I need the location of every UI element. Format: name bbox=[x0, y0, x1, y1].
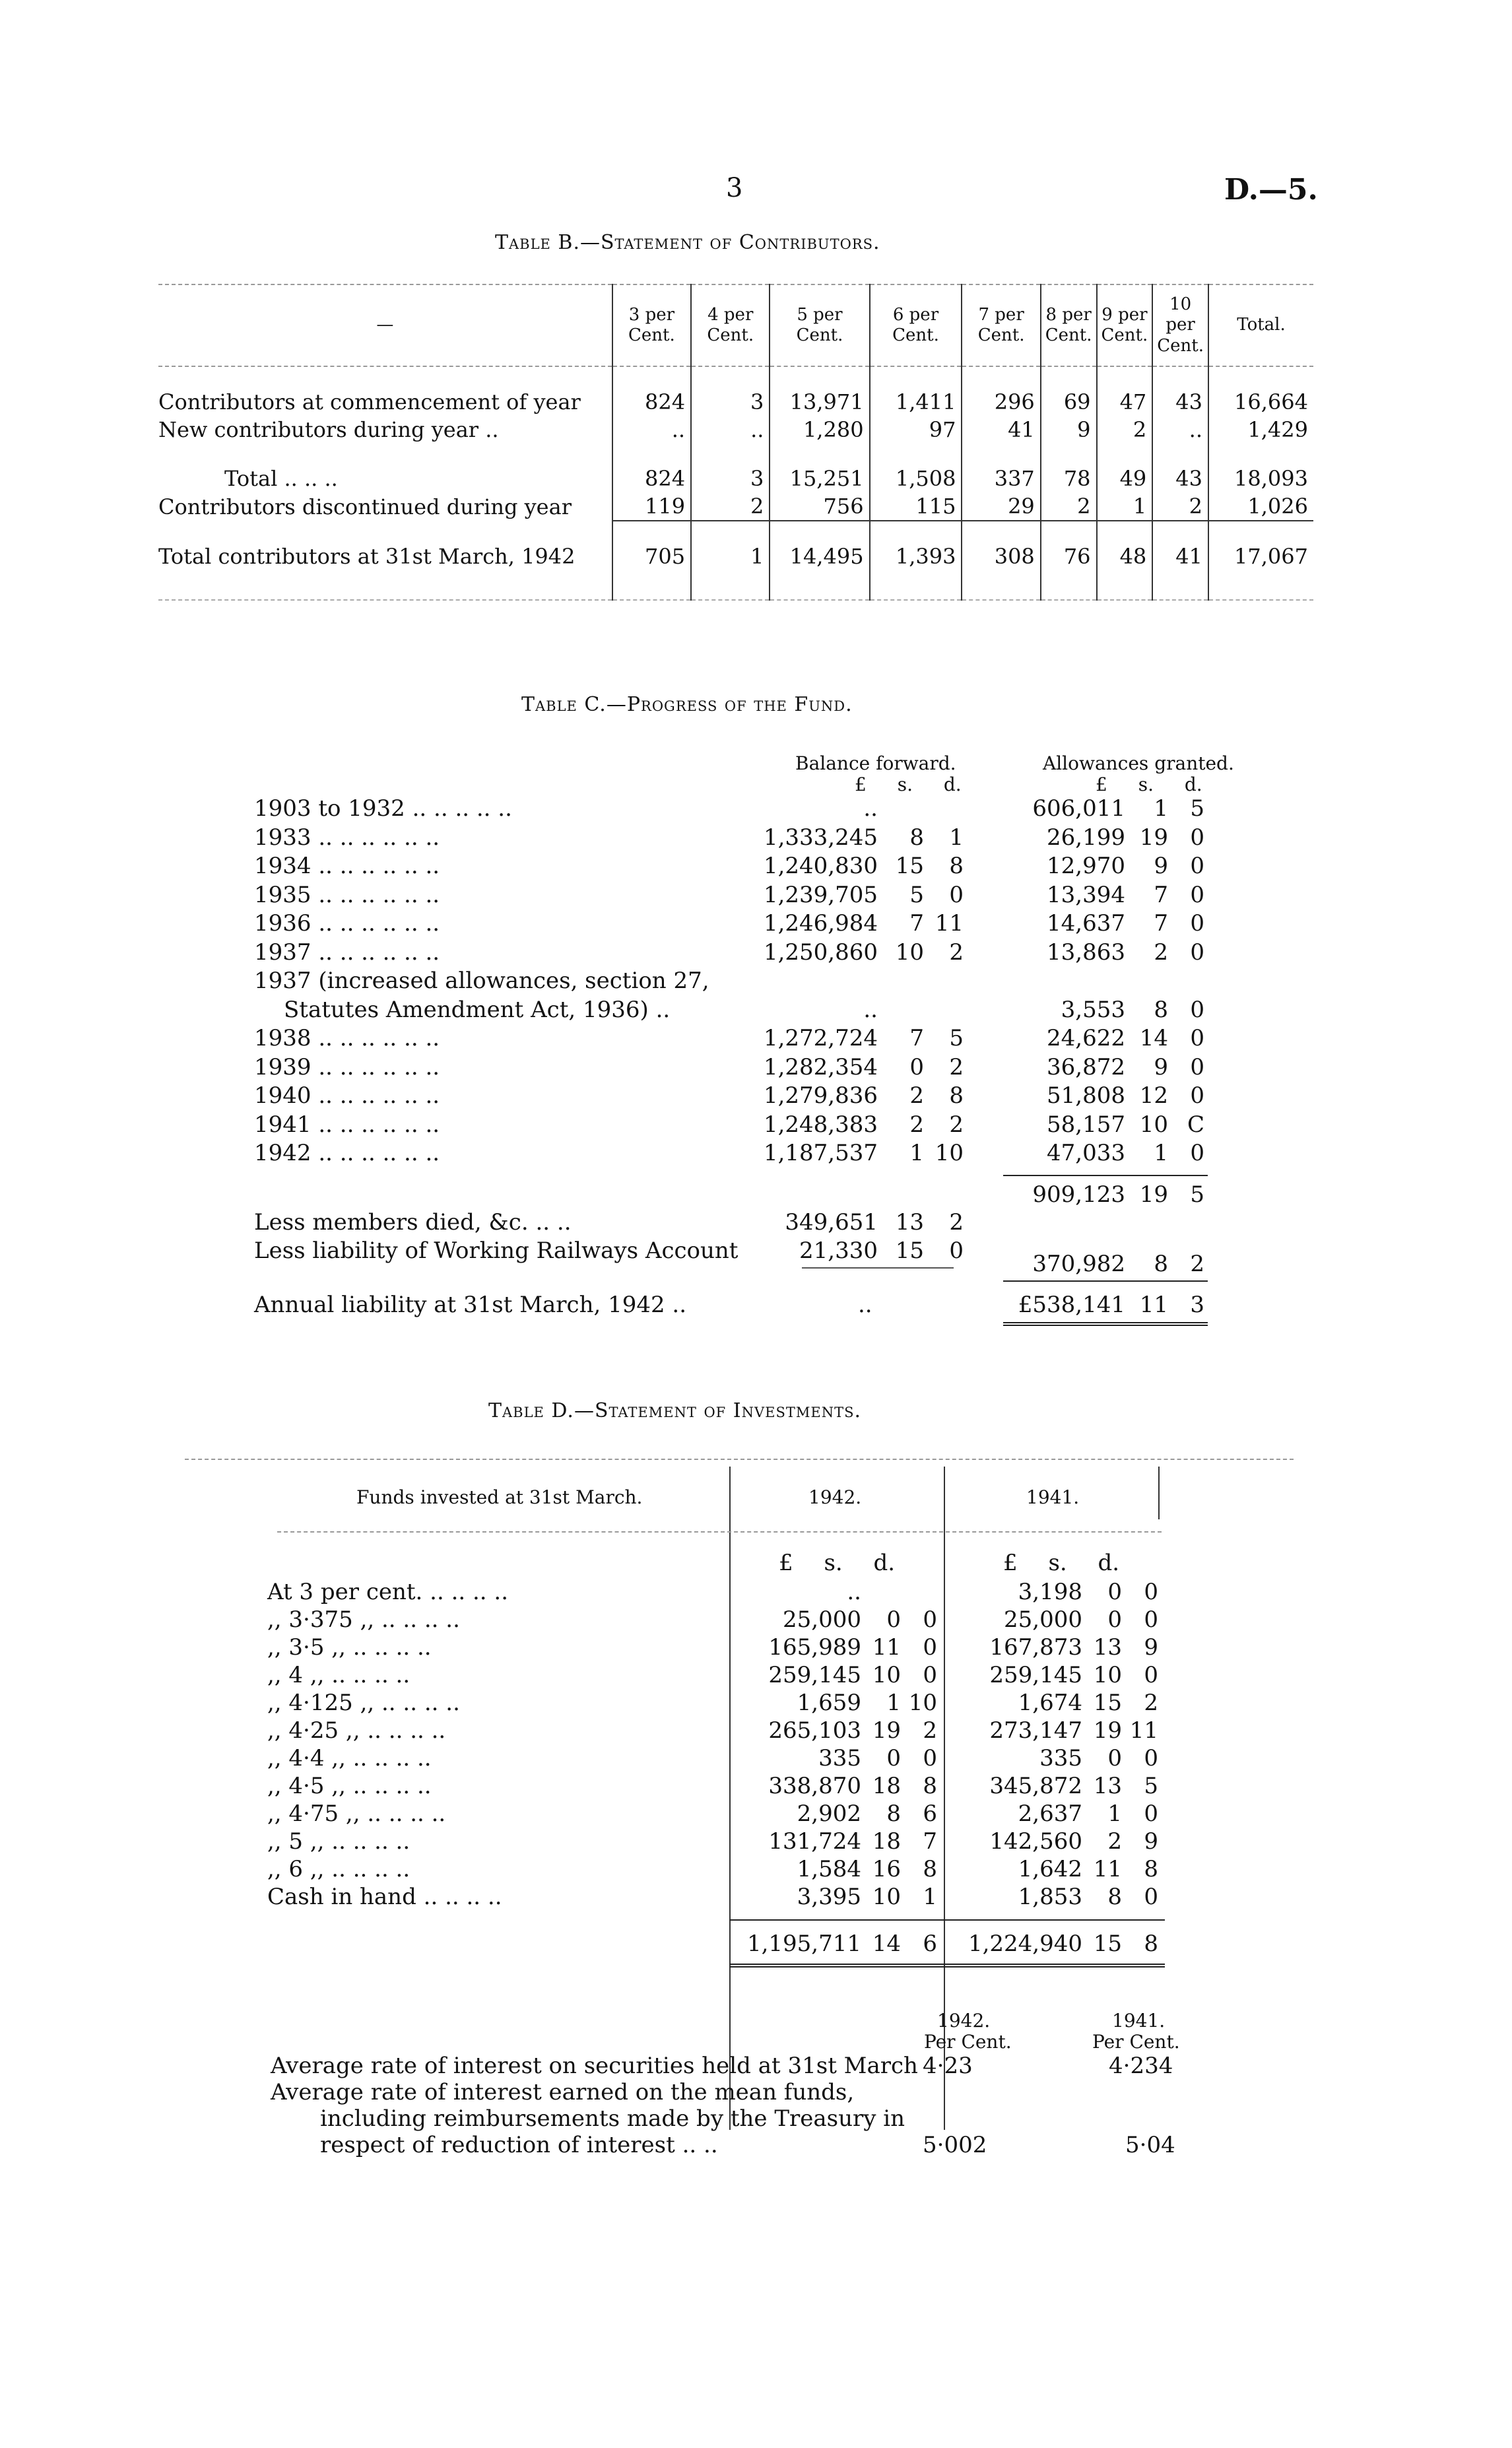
rule bbox=[185, 1459, 1294, 1460]
cell: 0 bbox=[1144, 1662, 1158, 1688]
cell: 16 bbox=[872, 1856, 901, 1882]
cell: 19 bbox=[872, 1717, 901, 1744]
cell: 1 bbox=[886, 1690, 901, 1716]
cell: 51,808 bbox=[1047, 1082, 1125, 1109]
table-row bbox=[158, 543, 1313, 570]
annual-liability-cell: £538,141 bbox=[1018, 1292, 1125, 1318]
cell: 18 bbox=[872, 1773, 901, 1799]
cell: .. bbox=[863, 996, 878, 1023]
cell: .. bbox=[691, 416, 770, 444]
cell: 78 bbox=[1041, 465, 1097, 492]
cell: 9 bbox=[1041, 416, 1097, 444]
cell: 17,067 bbox=[1208, 543, 1313, 570]
cell: 47 bbox=[1097, 388, 1153, 416]
cell: 7 bbox=[1154, 910, 1168, 937]
cell: 0 bbox=[1144, 1606, 1158, 1633]
cell: 36,872 bbox=[1047, 1053, 1125, 1080]
table-row-label: 1942 .. .. .. .. .. .. bbox=[254, 1140, 440, 1166]
cell: 11 bbox=[872, 1634, 901, 1661]
cell: 2 bbox=[1152, 492, 1208, 521]
cell: 25,000 bbox=[1004, 1606, 1082, 1633]
cell: 2 bbox=[949, 1209, 964, 1236]
cell: 29 bbox=[962, 492, 1040, 521]
table-row-label: ,, 6 ,, .. .. .. .. bbox=[267, 1856, 411, 1882]
document-reference: D.—5. bbox=[1224, 173, 1318, 207]
cell: 1 bbox=[1154, 1140, 1168, 1166]
total-cell: 15 bbox=[1093, 1931, 1122, 1957]
less-row-label: Less members died, &c. .. .. bbox=[254, 1209, 572, 1236]
cell: 9 bbox=[1154, 853, 1168, 879]
cell: 1,411 bbox=[870, 388, 962, 416]
table-b-col-header: — bbox=[376, 315, 394, 335]
table-row-label: ,, 4·4 ,, .. .. .. .. bbox=[267, 1745, 432, 1771]
cell: 41 bbox=[1152, 543, 1208, 570]
cell: 18,093 bbox=[1208, 465, 1313, 492]
cell: 2 bbox=[1041, 492, 1097, 521]
cell: 13,863 bbox=[1047, 939, 1125, 966]
cell: 0 bbox=[1144, 1801, 1158, 1827]
cell: 9 bbox=[1154, 1053, 1168, 1080]
cell: 1 bbox=[1154, 795, 1168, 822]
table-row-label: 1938 .. .. .. .. .. .. bbox=[254, 1025, 440, 1051]
subtotal-cell: 5 bbox=[1190, 1181, 1204, 1208]
cell: 2 bbox=[691, 492, 770, 521]
table-row-label: 1937 (increased allowances, section 27, bbox=[254, 968, 709, 994]
cell: 13 bbox=[895, 1209, 924, 1236]
table-row-label: ,, 4·25 ,, .. .. .. .. bbox=[267, 1717, 446, 1744]
cell: 265,103 bbox=[768, 1717, 861, 1744]
table-row bbox=[158, 388, 1313, 416]
cell: .. bbox=[612, 416, 691, 444]
cell: 21,330 bbox=[799, 1238, 878, 1264]
cell: 5 bbox=[909, 881, 924, 908]
rule bbox=[1003, 1280, 1208, 1282]
cell: 756 bbox=[770, 492, 869, 521]
table-b-col-header: 3 per Cent. bbox=[612, 284, 691, 366]
cell: 0 bbox=[1190, 939, 1204, 966]
row-label: Contributors discontinued during year bbox=[158, 494, 572, 519]
rule bbox=[729, 1919, 1165, 1921]
cell: 10 bbox=[908, 1690, 937, 1716]
cell: 606,011 bbox=[1032, 795, 1125, 822]
cell: 296 bbox=[962, 388, 1040, 416]
rate-value: 4·234 bbox=[1109, 2053, 1173, 2079]
cell: 0 bbox=[923, 1662, 937, 1688]
row-label: Total contributors at 31st March, 1942 bbox=[158, 544, 575, 569]
cell: 58,157 bbox=[1047, 1111, 1125, 1138]
table-row-label: At 3 per cent. .. .. .. .. bbox=[267, 1579, 509, 1605]
cell: 49 bbox=[1097, 465, 1153, 492]
cell: 5 bbox=[1190, 795, 1204, 822]
table-row-label: ,, 3·5 ,, .. .. .. .. bbox=[267, 1634, 432, 1661]
row-label: Contributors at commencement of year bbox=[158, 389, 581, 414]
cell: 0 bbox=[949, 1238, 964, 1264]
cell: 5 bbox=[949, 1025, 964, 1051]
cell: 76 bbox=[1041, 543, 1097, 570]
cell: 41 bbox=[962, 416, 1040, 444]
cell: 2 bbox=[909, 1082, 924, 1109]
cell: 19 bbox=[1093, 1717, 1122, 1744]
cell: 0 bbox=[949, 881, 964, 908]
cell: 11 bbox=[1129, 1717, 1158, 1744]
cell: 8 bbox=[949, 853, 964, 879]
cell: 2 bbox=[949, 1111, 964, 1138]
cell: 165,989 bbox=[768, 1634, 861, 1661]
cell: 1,508 bbox=[870, 465, 962, 492]
table-row-label: 1903 to 1932 .. .. .. .. .. bbox=[254, 795, 512, 822]
cell: 11 bbox=[935, 910, 964, 937]
cell: 0 bbox=[1190, 1053, 1204, 1080]
cell: 1,250,860 bbox=[763, 939, 878, 966]
cell: 349,651 bbox=[785, 1209, 878, 1236]
cell: 1 bbox=[923, 1884, 937, 1910]
rate-value: 5·04 bbox=[1125, 2132, 1175, 2158]
table-b-col-header: 9 per Cent. bbox=[1097, 284, 1153, 366]
cell: 0 bbox=[1190, 910, 1204, 937]
table-row-label: ,, 4·75 ,, .. .. .. .. bbox=[267, 1801, 446, 1827]
table-row-label: 1939 .. .. .. .. .. .. bbox=[254, 1053, 440, 1080]
cell: 2 bbox=[1097, 416, 1153, 444]
cell: 3,198 bbox=[1018, 1579, 1082, 1605]
cell: 13,394 bbox=[1047, 881, 1125, 908]
cell: 10 bbox=[895, 939, 924, 966]
rates-unit: Per Cent. bbox=[924, 2031, 1012, 2053]
cell: 1,853 bbox=[1018, 1884, 1082, 1910]
table-row bbox=[158, 492, 1313, 521]
cell: 25,000 bbox=[783, 1606, 861, 1633]
cell: 119 bbox=[612, 492, 691, 521]
cell: 8 bbox=[886, 1801, 901, 1827]
rates-unit: Per Cent. bbox=[1092, 2031, 1180, 2053]
cell: 10 bbox=[1093, 1662, 1122, 1688]
annual-liability-cell: 3 bbox=[1190, 1292, 1204, 1318]
column-rule bbox=[1158, 1467, 1160, 1519]
cell: 15 bbox=[1093, 1690, 1122, 1716]
cell: 9 bbox=[1144, 1634, 1158, 1661]
cell: 10 bbox=[1139, 1111, 1168, 1138]
cell: 11 bbox=[1093, 1856, 1122, 1882]
cell: 12 bbox=[1139, 1082, 1168, 1109]
less-total-cell: 2 bbox=[1190, 1251, 1204, 1277]
subtotal-cell: 909,123 bbox=[1032, 1181, 1125, 1208]
cell: 18 bbox=[872, 1828, 901, 1855]
cell: 3 bbox=[691, 388, 770, 416]
cell: 2 bbox=[1107, 1828, 1122, 1855]
table-b-col-header: 6 per Cent. bbox=[870, 284, 962, 366]
table-row-label: 1941 .. .. .. .. .. .. bbox=[254, 1111, 440, 1138]
cell: 16,664 bbox=[1208, 388, 1313, 416]
rate-row-label: Average rate of interest on securities held at 31st March bbox=[271, 2053, 918, 2079]
cell: 1 bbox=[949, 824, 964, 851]
cell: 1,280 bbox=[770, 416, 869, 444]
allowances-granted-header: Allowances granted. bbox=[1043, 752, 1234, 774]
cell: 8 bbox=[923, 1856, 937, 1882]
cell: 97 bbox=[870, 416, 962, 444]
cell: 3,553 bbox=[1061, 996, 1125, 1023]
unit-header: £ s. d. bbox=[855, 774, 962, 795]
rate-value: 5·002 bbox=[923, 2132, 987, 2158]
total-cell: 14 bbox=[872, 1931, 901, 1957]
cell: 1,674 bbox=[1018, 1690, 1082, 1716]
cell: 2,637 bbox=[1018, 1801, 1082, 1827]
table-row-label: 1935 .. .. .. .. .. .. bbox=[254, 881, 440, 908]
subtotal-cell: 19 bbox=[1139, 1181, 1168, 1208]
cell: 337 bbox=[962, 465, 1040, 492]
cell: 8 bbox=[1154, 996, 1168, 1023]
cell: 1,026 bbox=[1208, 492, 1313, 521]
rate-value: 4·23 bbox=[923, 2053, 973, 2079]
row-label: New contributors during year .. bbox=[158, 417, 499, 442]
cell: 0 bbox=[923, 1606, 937, 1633]
cell: 69 bbox=[1041, 388, 1097, 416]
table-row-label: Statutes Amendment Act, 1936) .. bbox=[284, 996, 671, 1023]
rate-row-label: Average rate of interest earned on the mean funds, bbox=[271, 2079, 855, 2105]
cell: 705 bbox=[612, 543, 691, 570]
table-b bbox=[158, 284, 1313, 601]
cell: 1,279,836 bbox=[763, 1082, 878, 1109]
rates-year-1941: 1941. bbox=[1112, 2010, 1166, 2032]
cell: 1,659 bbox=[797, 1690, 861, 1716]
cell: 43 bbox=[1152, 465, 1208, 492]
cell: 338,870 bbox=[768, 1773, 861, 1799]
cell: 2 bbox=[949, 1053, 964, 1080]
cell: 5 bbox=[1144, 1773, 1158, 1799]
cell: 12,970 bbox=[1047, 853, 1125, 879]
cell: 7 bbox=[923, 1828, 937, 1855]
double-rule bbox=[729, 1964, 1165, 1968]
table-b-col-header: 5 per Cent. bbox=[770, 284, 869, 366]
less-row-label: Less liability of Working Railways Account bbox=[254, 1238, 739, 1264]
cell: 13,971 bbox=[770, 388, 869, 416]
rate-row-label: including reimbursements made by the Treasury in bbox=[320, 2105, 905, 2132]
total-cell: 1,224,940 bbox=[968, 1931, 1082, 1957]
annual-liability-label: Annual liability at 31st March, 1942 .. bbox=[254, 1292, 687, 1318]
cell: 259,145 bbox=[989, 1662, 1082, 1688]
cell: 2 bbox=[923, 1717, 937, 1744]
table-row-label: ,, 4 ,, .. .. .. .. bbox=[267, 1662, 411, 1688]
cell: 273,147 bbox=[989, 1717, 1082, 1744]
cell: 14,495 bbox=[770, 543, 869, 570]
cell: 115 bbox=[870, 492, 962, 521]
cell: 1,187,537 bbox=[763, 1140, 878, 1166]
funds-header: Funds invested at 31st March. bbox=[356, 1486, 643, 1508]
cell: 8 bbox=[909, 824, 924, 851]
table-row-label: ,, 4·5 ,, .. .. .. .. bbox=[267, 1773, 432, 1799]
table-row-label: 1940 .. .. .. .. .. .. bbox=[254, 1082, 440, 1109]
cell: 13 bbox=[1093, 1773, 1122, 1799]
cell: .. bbox=[847, 1579, 861, 1605]
cell: 3 bbox=[691, 465, 770, 492]
cell: 47,033 bbox=[1047, 1140, 1125, 1166]
cell: 824 bbox=[612, 388, 691, 416]
table-row-label: ,, 3·375 ,, .. .. .. .. bbox=[267, 1606, 460, 1633]
annual-liability-cell: 11 bbox=[1139, 1292, 1168, 1318]
cell: 9 bbox=[1144, 1828, 1158, 1855]
cell: 1,272,724 bbox=[763, 1025, 878, 1051]
cell: .. bbox=[863, 795, 878, 822]
cell: 10 bbox=[935, 1140, 964, 1166]
cell: 8 bbox=[923, 1773, 937, 1799]
cell: 1,429 bbox=[1208, 416, 1313, 444]
table-row-label: ,, 5 ,, .. .. .. .. bbox=[267, 1828, 411, 1855]
cell: 335 bbox=[818, 1745, 861, 1771]
double-rule bbox=[1003, 1322, 1208, 1326]
table-d-caption: Table D.—Statement of Investments. bbox=[488, 1399, 862, 1422]
cell: C bbox=[1187, 1111, 1204, 1138]
table-b-col-header: 10 per Cent. bbox=[1152, 284, 1208, 366]
cell: 335 bbox=[1039, 1745, 1082, 1771]
cell: 48 bbox=[1097, 543, 1153, 570]
cell: 0 bbox=[923, 1745, 937, 1771]
cell: 0 bbox=[1190, 1082, 1204, 1109]
total-cell: 6 bbox=[923, 1931, 937, 1957]
cell: 1,333,245 bbox=[763, 824, 878, 851]
cell: 0 bbox=[1190, 853, 1204, 879]
cell: 1,282,354 bbox=[763, 1053, 878, 1080]
cell: 14,637 bbox=[1047, 910, 1125, 937]
cell: 10 bbox=[872, 1662, 901, 1688]
table-b-caption: Table B.—Statement of Contributors. bbox=[495, 231, 880, 254]
table-b-col-header: Total. bbox=[1208, 284, 1313, 366]
unit-header: £ s. d. bbox=[1003, 1550, 1120, 1576]
cell: 345,872 bbox=[989, 1773, 1082, 1799]
cell: 8 bbox=[1107, 1884, 1122, 1910]
cell: 308 bbox=[962, 543, 1040, 570]
cell: 10 bbox=[872, 1884, 901, 1910]
cell: 1 bbox=[1097, 492, 1153, 521]
cell: 14 bbox=[1139, 1025, 1168, 1051]
cell: 15 bbox=[895, 853, 924, 879]
cell: 167,873 bbox=[989, 1634, 1082, 1661]
cell: 26,199 bbox=[1047, 824, 1125, 851]
cell: .. bbox=[1152, 416, 1208, 444]
cell: 15,251 bbox=[770, 465, 869, 492]
cell: 1 bbox=[909, 1140, 924, 1166]
cell: 7 bbox=[1154, 881, 1168, 908]
cell: 0 bbox=[1190, 1025, 1204, 1051]
row-label: Total .. .. .. bbox=[224, 466, 338, 491]
cell: 1,246,984 bbox=[763, 910, 878, 937]
cell: 3,395 bbox=[797, 1884, 861, 1910]
total-cell: 1,195,711 bbox=[746, 1931, 861, 1957]
cell: 0 bbox=[1107, 1606, 1122, 1633]
rule bbox=[802, 1267, 954, 1269]
cell: 0 bbox=[909, 1053, 924, 1080]
cell: 0 bbox=[1107, 1745, 1122, 1771]
cell: 824 bbox=[612, 465, 691, 492]
unit-header: £ s. d. bbox=[1096, 774, 1202, 795]
cell: 2 bbox=[909, 1111, 924, 1138]
cell: 0 bbox=[1107, 1579, 1122, 1605]
cell: 8 bbox=[1144, 1856, 1158, 1882]
cell: 7 bbox=[909, 1025, 924, 1051]
cell: 0 bbox=[923, 1634, 937, 1661]
cell: 131,724 bbox=[768, 1828, 861, 1855]
cell: 2,902 bbox=[797, 1801, 861, 1827]
rule bbox=[1003, 1175, 1208, 1176]
cell: 2 bbox=[1144, 1690, 1158, 1716]
year-1942-header: 1942. bbox=[808, 1486, 862, 1508]
cell: 1,584 bbox=[797, 1856, 861, 1882]
table-b-col-header: 7 per Cent. bbox=[962, 284, 1040, 366]
cell: 0 bbox=[886, 1745, 901, 1771]
rate-row-label: respect of reduction of interest .. .. bbox=[320, 2132, 718, 2158]
annual-liability-dots: .. bbox=[858, 1292, 872, 1318]
table-row-label: 1937 .. .. .. .. .. .. bbox=[254, 939, 440, 966]
cell: 1,248,383 bbox=[763, 1111, 878, 1138]
cell: 7 bbox=[909, 910, 924, 937]
cell: 0 bbox=[1144, 1745, 1158, 1771]
cell: 0 bbox=[1144, 1884, 1158, 1910]
rates-year-1942: 1942. bbox=[937, 2010, 991, 2032]
column-rule bbox=[729, 1467, 731, 2130]
less-total-cell: 8 bbox=[1154, 1251, 1168, 1277]
cell: 259,145 bbox=[768, 1662, 861, 1688]
table-b-col-header: 8 per Cent. bbox=[1041, 284, 1097, 366]
cell: 1,240,830 bbox=[763, 853, 878, 879]
table-row-label: 1934 .. .. .. .. .. .. bbox=[254, 853, 440, 879]
cell: 1,393 bbox=[870, 543, 962, 570]
year-1941-header: 1941. bbox=[1026, 1486, 1080, 1508]
cell: 19 bbox=[1139, 824, 1168, 851]
cell: 15 bbox=[895, 1238, 924, 1264]
table-row-label: 1933 .. .. .. .. .. .. bbox=[254, 824, 440, 851]
table-row-label: Cash in hand .. .. .. .. bbox=[267, 1884, 502, 1910]
rule bbox=[277, 1531, 1162, 1533]
cell: 2 bbox=[1154, 939, 1168, 966]
table-row bbox=[158, 416, 1313, 444]
cell: 1 bbox=[1107, 1801, 1122, 1827]
cell: 0 bbox=[1144, 1579, 1158, 1605]
less-total-cell: 370,982 bbox=[1032, 1251, 1125, 1277]
balance-forward-header: Balance forward. bbox=[795, 752, 956, 774]
cell: 0 bbox=[1190, 881, 1204, 908]
page-number: 3 bbox=[726, 173, 743, 203]
cell: 2 bbox=[949, 939, 964, 966]
total-cell: 8 bbox=[1144, 1931, 1158, 1957]
cell: 0 bbox=[1190, 996, 1204, 1023]
cell: 1,642 bbox=[1018, 1856, 1082, 1882]
cell: 1 bbox=[691, 543, 770, 570]
cell: 13 bbox=[1093, 1634, 1122, 1661]
cell: 0 bbox=[1190, 824, 1204, 851]
table-row-label: ,, 4·125 ,, .. .. .. .. bbox=[267, 1690, 460, 1716]
unit-header: £ s. d. bbox=[779, 1550, 896, 1576]
cell: 24,622 bbox=[1047, 1025, 1125, 1051]
cell: 142,560 bbox=[989, 1828, 1082, 1855]
cell: 1,239,705 bbox=[763, 881, 878, 908]
table-c-caption: Table C.—Progress of the Fund. bbox=[521, 693, 853, 716]
cell: 6 bbox=[923, 1801, 937, 1827]
table-row-label: 1936 .. .. .. .. .. .. bbox=[254, 910, 440, 937]
cell: 8 bbox=[949, 1082, 964, 1109]
table-b-col-header: 4 per Cent. bbox=[691, 284, 770, 366]
cell: 0 bbox=[1190, 1140, 1204, 1166]
table-row bbox=[158, 465, 1313, 492]
cell: 43 bbox=[1152, 388, 1208, 416]
cell: 0 bbox=[886, 1606, 901, 1633]
